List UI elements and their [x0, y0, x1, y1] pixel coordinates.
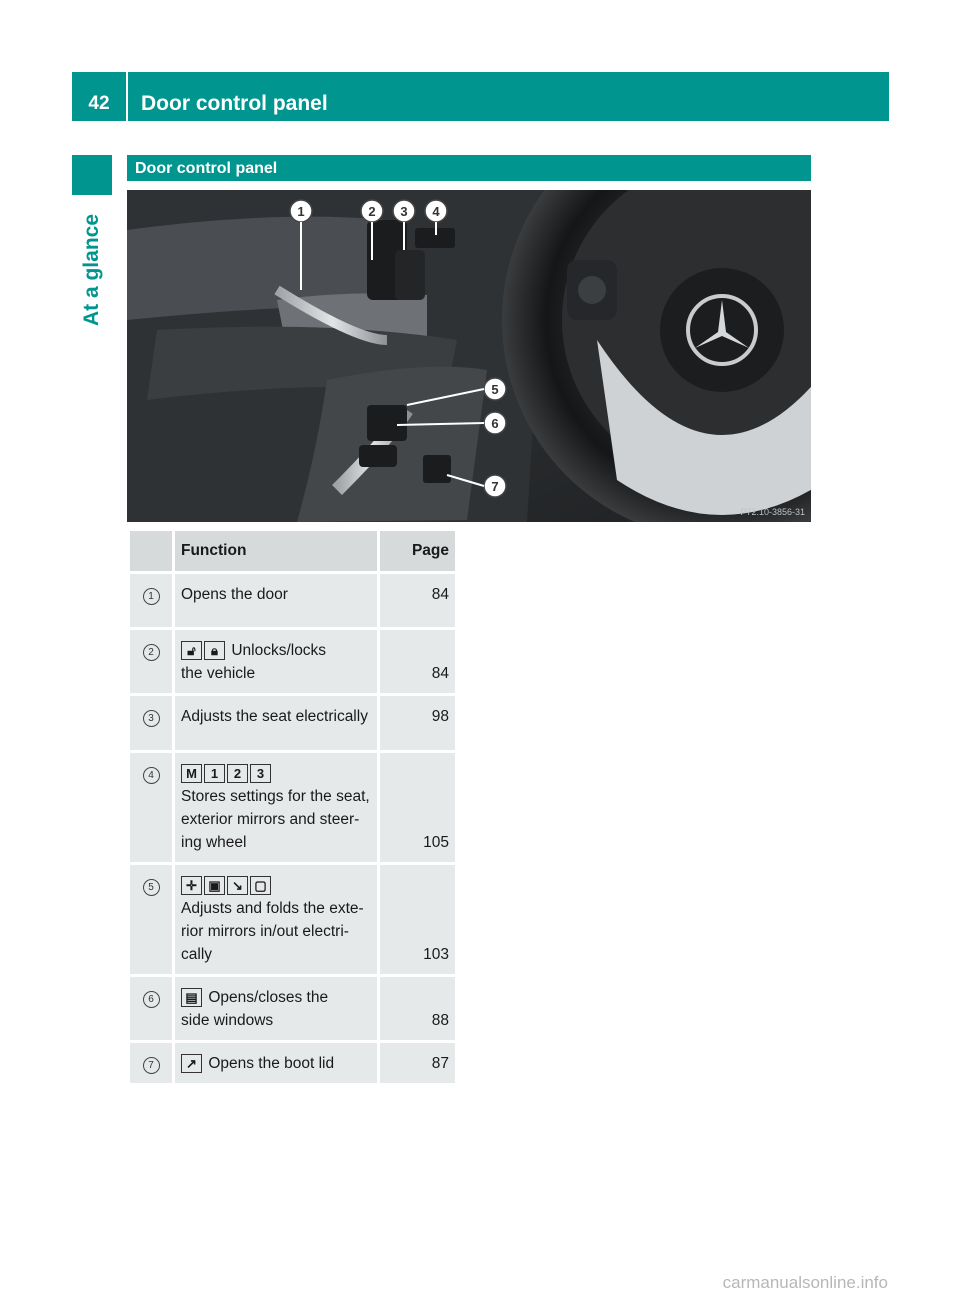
memory-1-icon: 1 [204, 764, 225, 783]
row-page: 87 [431, 1055, 449, 1072]
row-number: 5 [143, 879, 160, 896]
table-row [129, 573, 457, 629]
row-text: ing wheel [181, 834, 247, 851]
page-title: Door control panel [141, 92, 328, 115]
row-number: 2 [143, 644, 160, 661]
mirror-fold-icon: ▢ [250, 876, 271, 895]
table-row [129, 629, 457, 695]
row-text: Adjusts the seat electrically [181, 708, 368, 725]
side-tab-marker [72, 155, 112, 195]
row-number: 1 [143, 588, 160, 605]
row-text: rior mirrors in/out electri- [181, 923, 349, 940]
table-row [129, 695, 457, 752]
header-function: Function [174, 530, 379, 573]
row-text: cally [181, 946, 213, 963]
table-header-row [129, 530, 457, 573]
row-text: Opens the boot lid [208, 1055, 335, 1072]
row-page: 88 [431, 1012, 449, 1029]
unlock-icon: 🔓︎ [181, 641, 202, 660]
row-page: 103 [423, 946, 449, 963]
row-text: exterior mirrors and steer- [181, 811, 360, 828]
row-number: 6 [143, 991, 160, 1008]
footer-watermark[interactable]: carmanualsonline.info [722, 1273, 888, 1292]
row-text: Opens/closes the [208, 989, 329, 1006]
callout-3: 3 [400, 204, 408, 219]
function-table [127, 528, 458, 1086]
photo-caption: P72.10-3856-31 [740, 507, 805, 517]
row-page: 98 [431, 708, 449, 725]
table-row [129, 864, 457, 976]
callout-2: 2 [368, 204, 376, 219]
row-number: 7 [143, 1057, 160, 1074]
table-row [129, 976, 457, 1042]
mirror-right-icon: ↘ [227, 876, 248, 895]
header-number [129, 530, 174, 573]
row-text: Unlocks/locks [231, 642, 327, 659]
header-divider [126, 72, 128, 121]
callout-6: 6 [491, 416, 499, 431]
side-tab-label: At a glance [80, 213, 103, 327]
lock-icon: 🔒︎ [204, 641, 225, 660]
row-text: Adjusts and folds the exte- [181, 900, 364, 917]
callout-7: 7 [491, 479, 499, 494]
memory-3-icon: 3 [250, 764, 271, 783]
callout-4: 4 [432, 204, 440, 219]
row-page: 105 [423, 834, 449, 851]
row-text: the vehicle [181, 665, 256, 682]
window-icon: ▤ [181, 988, 202, 1007]
callout-5: 5 [491, 382, 499, 397]
row-text: Opens the door [181, 586, 288, 603]
row-page: 84 [431, 586, 449, 603]
row-text: Stores settings for the seat, [181, 788, 370, 805]
row-text: side windows [181, 1012, 274, 1029]
row-page: 84 [431, 665, 449, 682]
table-row [129, 752, 457, 864]
mirror-left-icon: ▣ [204, 876, 225, 895]
boot-lid-icon: ↗ [181, 1054, 202, 1073]
door-control-photo [127, 190, 811, 522]
memory-m-icon: M [181, 764, 202, 783]
row-number: 3 [143, 710, 160, 727]
page-number: 42 [88, 93, 110, 114]
header-page: Page [379, 530, 457, 573]
callout-1: 1 [297, 204, 305, 219]
section-title: Door control panel [135, 160, 278, 177]
table-row [129, 1042, 457, 1085]
memory-2-icon: 2 [227, 764, 248, 783]
mirror-adjust-icon: ✛ [181, 876, 202, 895]
row-number: 4 [143, 767, 160, 784]
